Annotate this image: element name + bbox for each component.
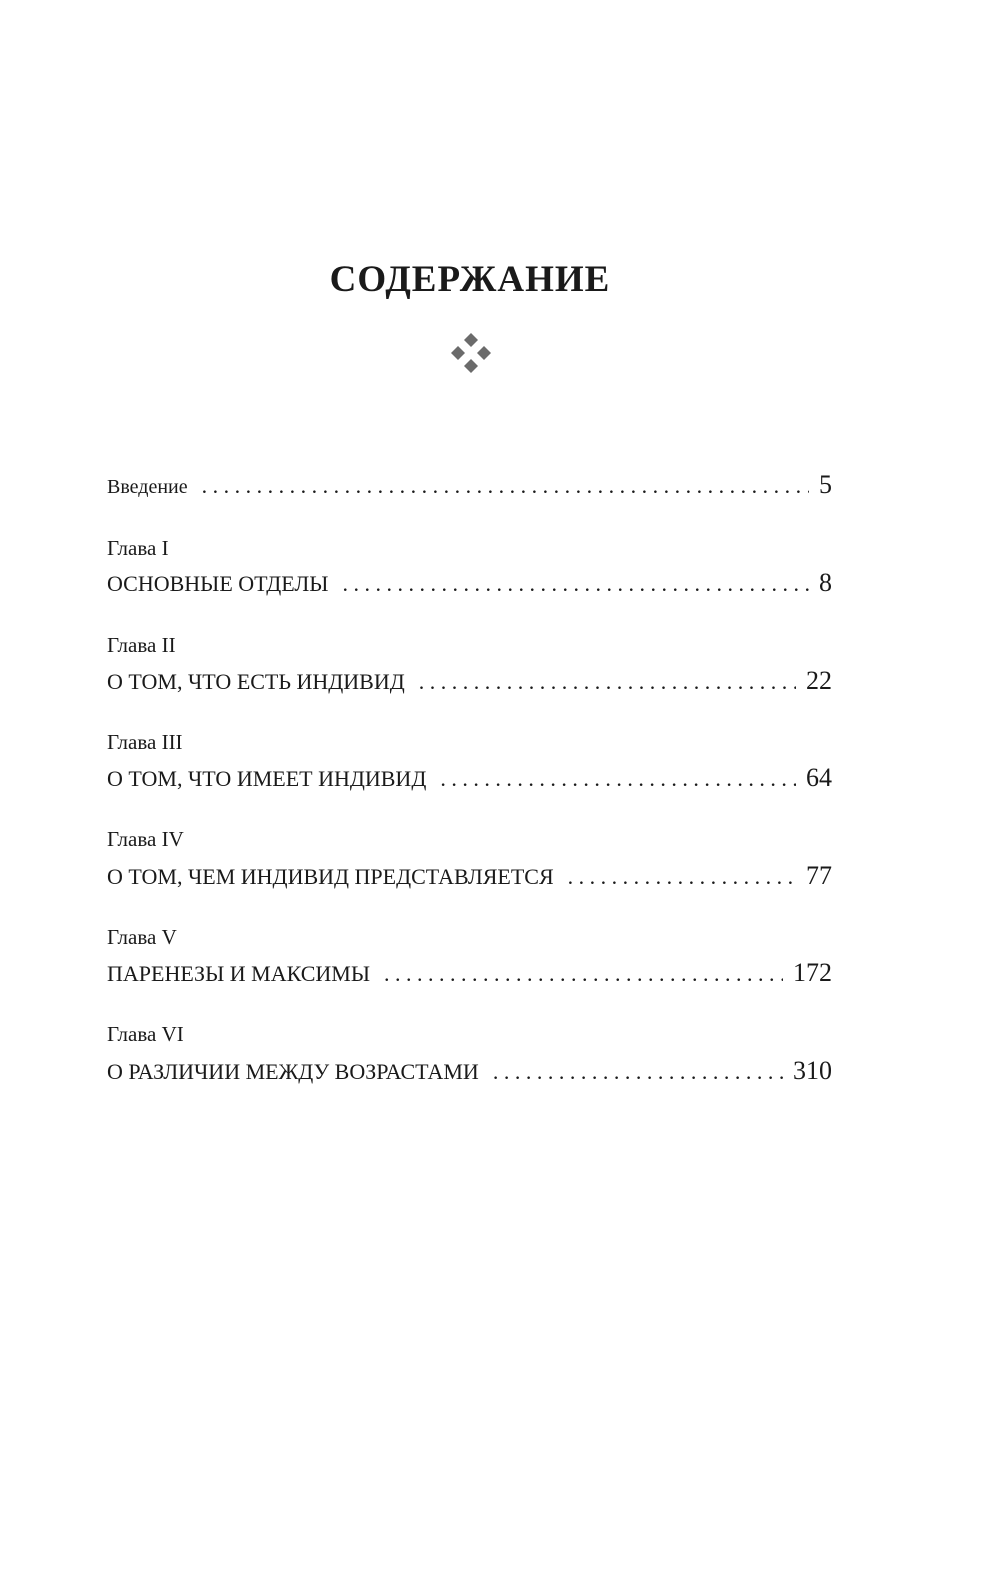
toc-entry-page: 310 xyxy=(793,1056,832,1085)
toc-entry-chapter-3[interactable] xyxy=(107,763,832,803)
dot-leader xyxy=(419,669,796,695)
dot-leader xyxy=(202,473,809,499)
chapter-label: Глава IV xyxy=(107,827,184,851)
diamond-bottom xyxy=(464,359,478,373)
toc-entry-page: 172 xyxy=(793,958,832,987)
toc-entry-page: 8 xyxy=(819,568,832,597)
toc-entry-page: 5 xyxy=(819,470,832,499)
chapter-label: Глава VI xyxy=(107,1022,184,1046)
diamond-ornament-icon xyxy=(449,331,493,375)
chapter-label: Глава II xyxy=(107,633,176,657)
diamond-top xyxy=(464,333,478,347)
chapter-label: Глава V xyxy=(107,925,177,949)
toc-entry-chapter-4[interactable] xyxy=(107,861,832,901)
dot-leader xyxy=(493,1059,783,1085)
toc-entry-title: О ТОМ, ЧТО ИМЕЕТ ИНДИВИД xyxy=(107,766,427,791)
diamond-right xyxy=(477,346,491,360)
dot-leader xyxy=(568,864,796,890)
toc-entry-chapter-6[interactable] xyxy=(107,1056,832,1096)
toc-entry-chapter-5[interactable] xyxy=(107,958,832,998)
toc-entry-title: О ТОМ, ЧЕМ ИНДИВИД ПРЕДСТАВЛЯЕТСЯ xyxy=(107,864,554,889)
dot-leader xyxy=(384,961,783,987)
toc-entry-page: 77 xyxy=(806,861,832,890)
toc-entry-intro[interactable] xyxy=(107,470,832,510)
toc-entry-page: 22 xyxy=(806,666,832,695)
chapter-label: Глава III xyxy=(107,730,183,754)
dot-leader xyxy=(440,766,796,792)
toc-entry-title: ОСНОВНЫЕ ОТДЕЛЫ xyxy=(107,571,329,596)
toc-entry-chapter-2[interactable] xyxy=(107,666,832,706)
toc-entry-page: 64 xyxy=(806,763,832,792)
toc-entry-title: ПАРЕНЕЗЫ И МАКСИМЫ xyxy=(107,961,371,986)
toc-entry-title: О ТОМ, ЧТО ЕСТЬ ИНДИВИД xyxy=(107,669,405,694)
toc-entry-title: Введение xyxy=(107,476,188,498)
toc-entry-chapter-1[interactable] xyxy=(107,568,832,608)
dot-leader xyxy=(343,571,810,597)
page-title: СОДЕРЖАНИЕ xyxy=(329,259,611,300)
diamond-left xyxy=(451,346,465,360)
toc-entry-title: О РАЗЛИЧИИ МЕЖДУ ВОЗРАСТАМИ xyxy=(107,1059,479,1084)
chapter-label: Глава I xyxy=(107,536,169,560)
